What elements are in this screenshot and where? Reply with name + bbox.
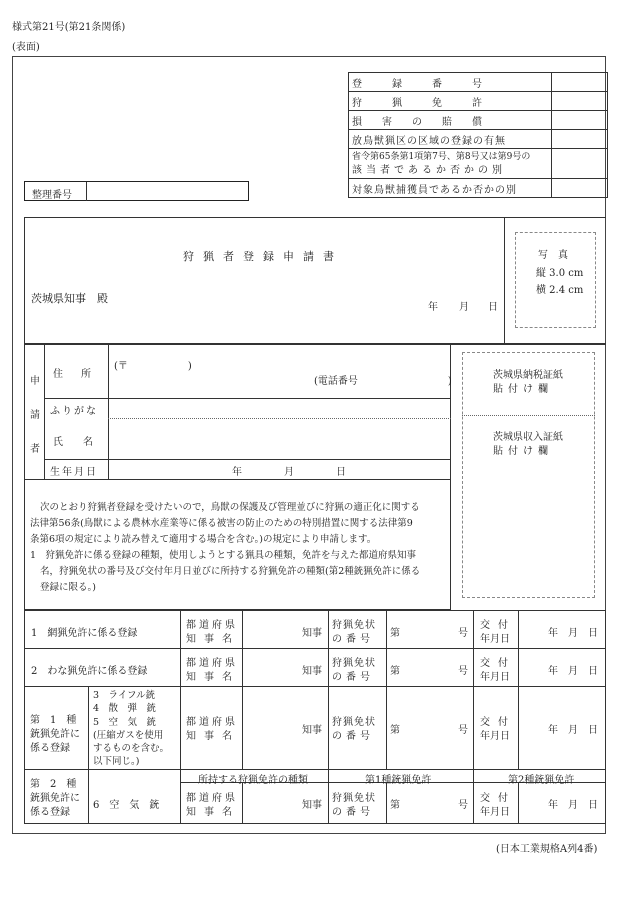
reg-value[interactable] xyxy=(552,179,608,198)
reg-value[interactable] xyxy=(552,149,608,179)
gun2-item: 6 空 気 銃 xyxy=(93,800,160,811)
gun1-label-2: 銃猟免許に xyxy=(30,729,80,740)
go-label: 号 xyxy=(458,666,468,677)
issue-label: 交付 xyxy=(480,793,516,804)
go-label: 号 xyxy=(458,800,468,811)
reg-row: 放鳥獣猟区の区域の登録の有無 xyxy=(349,130,552,149)
birth-month: 月 xyxy=(284,467,294,478)
issue-label: 交付 xyxy=(480,658,516,669)
reg-row: 狩猟免許 xyxy=(349,92,552,111)
dai-label: 第 xyxy=(390,628,400,639)
pref-label: 都道府県 xyxy=(186,658,238,669)
license-no-label: 狩猟免状 xyxy=(332,620,376,631)
go-label: 号 xyxy=(458,628,468,639)
issue-label-2: 年月日 xyxy=(480,672,510,683)
month-label: 月 xyxy=(459,302,469,313)
stamp2-title: 茨城県収入証紙 xyxy=(493,432,563,443)
pref-label-2: 知事名 xyxy=(186,634,240,645)
license-no-label-2: の番号 xyxy=(332,731,374,742)
page-title: 狩猟者登録申請書 xyxy=(183,250,343,263)
pref-label: 都道府県 xyxy=(186,793,238,804)
reg-value[interactable] xyxy=(552,111,608,130)
stamp1-sub: 貼付け欄 xyxy=(493,384,553,395)
body-text: 次のとおり狩猟者登録を受けたいので，鳥獣の保護及び管理並びに狩猟の適正化に関する 法律第56条(鳥獣による農林水産業等に係る被害の防止のための特別措置に関する法律第9 条第6項の規定により読み替えて適用する場合を含む。)の規定により申請します。 1 狩猟免許に係る登録の種類，使用しようとする猟具の種類，免許を与えた都道府県知事 名，狩猟免状の番号及び交付年月日並びに所持する狩猟免許の種類(第2種銃猟免許に係る 登録に限る。) xyxy=(30,502,421,593)
applicant-side-2: 請 xyxy=(30,410,40,421)
addressee: 茨城県知事 殿 xyxy=(31,292,108,305)
issue-label: 交付 xyxy=(480,717,516,728)
gun2-label-2: 銃猟免許に xyxy=(30,793,80,804)
go-label: 号 xyxy=(458,725,468,736)
reg-row: 対象鳥獣捕獲員であるか否かの別 xyxy=(349,179,552,198)
pref-label: 都道府県 xyxy=(186,717,238,728)
issue-date[interactable]: 年 月 日 xyxy=(548,628,598,639)
gun1-items: 3 ライフル銃 4 散 弾 銃 5 空 気 銃 (圧縮ガスを使用 するものを含む。 以下同じ。) xyxy=(93,690,170,768)
reg-row: 省令第65条第1項第7号、第8号又は第9号の 該当者であるか否かの別 xyxy=(349,149,552,179)
seiri-label: 整理番号 xyxy=(32,190,72,201)
chiji-label: 知事 xyxy=(302,800,322,811)
dai-label: 第 xyxy=(390,725,400,736)
side-label: (表面) xyxy=(12,42,40,53)
gun2-label-3: 係る登録 xyxy=(30,807,70,818)
held-license-label: 所持する狩猟免許の種類 xyxy=(198,775,308,786)
birth-label: 生年月日 xyxy=(50,467,98,478)
photo-label: 写 真 xyxy=(538,250,568,261)
held-license-2[interactable]: 第2種銃猟免許 xyxy=(508,775,575,786)
stamp2-sub: 貼付け欄 xyxy=(493,446,553,457)
phone-field[interactable]: (電話番号 ) xyxy=(314,376,452,387)
dai-label: 第 xyxy=(390,800,400,811)
license-no-label: 狩猟免状 xyxy=(332,793,376,804)
issue-date[interactable]: 年 月 日 xyxy=(548,725,598,736)
year-label: 年 xyxy=(428,302,438,313)
issue-label-2: 年月日 xyxy=(480,807,510,818)
net-license-label: 1 網猟免許に係る登録 xyxy=(31,628,138,639)
trap-license-label: 2 わな猟免許に係る登録 xyxy=(31,666,148,677)
license-no-label-2: の番号 xyxy=(332,807,374,818)
reg-value[interactable] xyxy=(552,130,608,149)
chiji-label: 知事 xyxy=(302,628,322,639)
gun1-label-3: 係る登録 xyxy=(30,743,70,754)
chiji-label: 知事 xyxy=(302,666,322,677)
issue-date[interactable]: 年 月 日 xyxy=(548,666,598,677)
registry-table xyxy=(348,72,608,198)
license-no-label: 狩猟免状 xyxy=(332,717,376,728)
held-license-1[interactable]: 第1種銃猟免許 xyxy=(365,775,432,786)
photo-width: 横 2.4 cm xyxy=(536,285,584,296)
license-no-label-2: の番号 xyxy=(332,672,374,683)
postal-code[interactable]: (〒 ) xyxy=(114,361,192,372)
issue-label-2: 年月日 xyxy=(480,731,510,742)
stamp1-title: 茨城県納税証紙 xyxy=(493,370,563,381)
footer-spec: (日本工業規格A列4番) xyxy=(496,844,598,855)
dai-label: 第 xyxy=(390,666,400,677)
reg-row: 登録番号 xyxy=(349,73,552,92)
pref-label-2: 知事名 xyxy=(186,731,240,742)
issue-date[interactable]: 年 月 日 xyxy=(548,800,598,811)
name-label: 氏 名 xyxy=(53,437,93,448)
gun1-label-1: 第 1 種 xyxy=(30,715,77,726)
photo-height: 縦 3.0 cm xyxy=(536,268,584,279)
day-label: 日 xyxy=(488,302,498,313)
license-no-label-2: の番号 xyxy=(332,634,374,645)
issue-label: 交付 xyxy=(480,620,516,631)
issue-label-2: 年月日 xyxy=(480,634,510,645)
reg-value[interactable] xyxy=(552,92,608,111)
birth-year: 年 xyxy=(232,467,242,478)
furigana-label: ふりがな xyxy=(50,406,98,417)
license-no-label: 狩猟免状 xyxy=(332,658,376,669)
applicant-side-1: 申 xyxy=(30,376,40,387)
gun2-label-1: 第 2 種 xyxy=(30,779,77,790)
pref-label-2: 知事名 xyxy=(186,807,240,818)
chiji-label: 知事 xyxy=(302,725,322,736)
birth-day: 日 xyxy=(336,467,346,478)
pref-label: 都道府県 xyxy=(186,620,238,631)
reg-row: 損害の賠償 xyxy=(349,111,552,130)
address-label: 住 所 xyxy=(53,369,95,380)
applicant-side-3: 者 xyxy=(30,444,40,455)
pref-label-2: 知事名 xyxy=(186,672,240,683)
reg-value[interactable] xyxy=(552,73,608,92)
form-number: 様式第21号(第21条関係) xyxy=(12,22,126,33)
